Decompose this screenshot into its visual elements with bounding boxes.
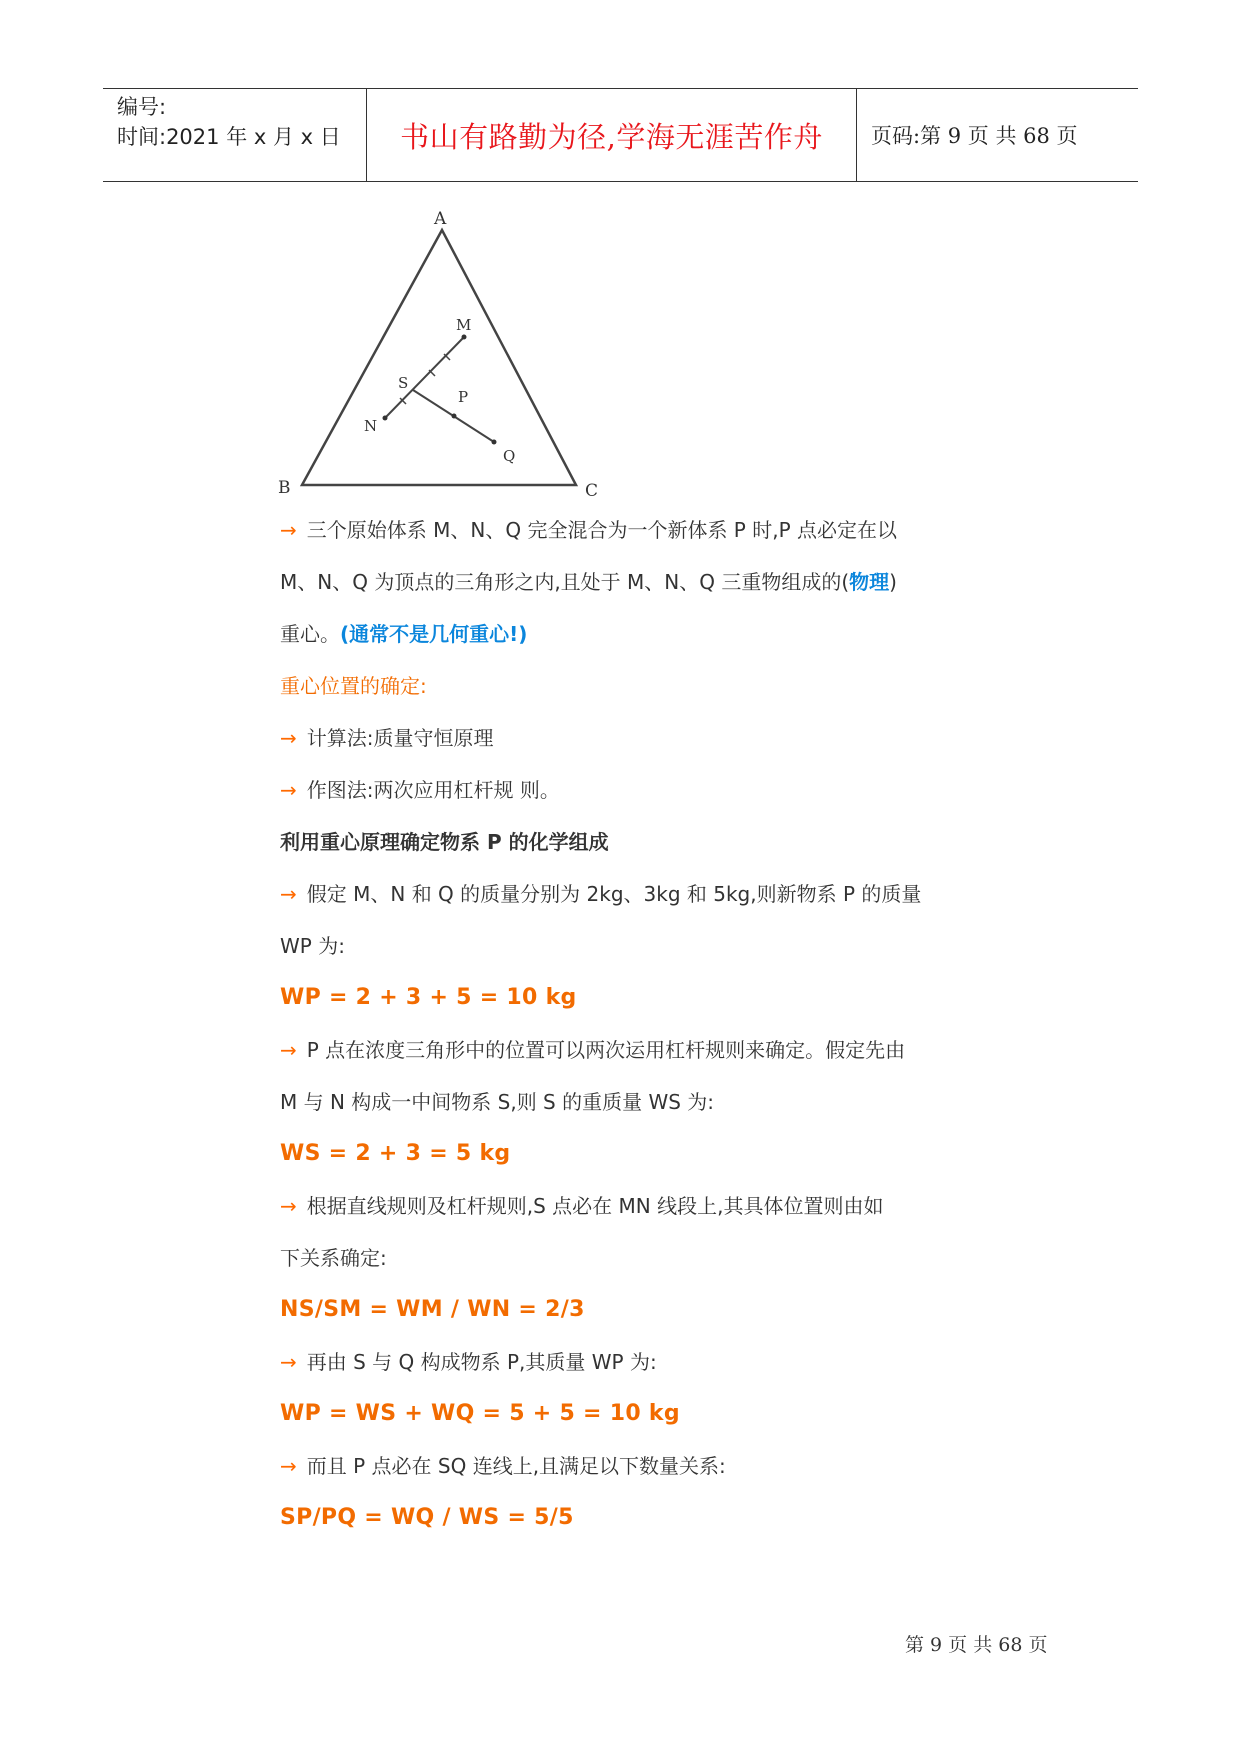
bullet-item: → 作图法:两次应用杠杆规 则。 (280, 778, 560, 802)
point-q-dot (492, 440, 497, 445)
time-label: 时间:2021 年 x 月 x 日 (117, 125, 341, 149)
paragraph-line: WP 为: (280, 934, 345, 958)
paragraph-line: M 与 N 构成一中间物系 S,则 S 的重质量 WS 为: (280, 1090, 715, 1114)
bullet-item: → 再由 S 与 Q 构成物系 P,其质量 WP 为: (280, 1350, 657, 1374)
paragraph-line: → 三个原始体系 M、N、Q 完全混合为一个新体系 P 时,P 点必定在以 (280, 518, 897, 542)
section-heading: 重心位置的确定: (280, 674, 427, 698)
triangle-abc (302, 230, 576, 485)
note-not-geometric: (通常不是几何重心!) (340, 622, 528, 646)
label-p: P (458, 388, 469, 406)
formula: NS/SM = WM / WN = 2/3 (280, 1297, 585, 1322)
label-b: B (278, 478, 291, 498)
header-meta (103, 89, 367, 181)
label-q: Q (503, 447, 516, 465)
label-m: M (456, 316, 472, 334)
arrow-icon: → (280, 1454, 297, 1478)
document-body (280, 512, 980, 1552)
arrow-icon: → (280, 1350, 297, 1374)
label-s: S (398, 374, 409, 392)
label-a: A (434, 210, 447, 229)
formula: WS = 2 + 3 = 5 kg (280, 1141, 511, 1166)
point-n-dot (383, 416, 388, 421)
paragraph-line: 下关系确定: (280, 1246, 387, 1270)
paragraph-line: 重心。(通常不是几何重心!) (280, 622, 528, 646)
arrow-icon: → (280, 726, 297, 750)
bullet-item: → 假定 M、N 和 Q 的质量分别为 2kg、3kg 和 5kg,则新物系 P 的质量 (280, 882, 922, 906)
formula: SP/PQ = WQ / WS = 5/5 (280, 1505, 574, 1530)
concentration-triangle-figure (270, 210, 610, 505)
point-p-dot (452, 414, 457, 419)
highlight-physics: 物理 (849, 570, 890, 594)
arrow-icon: → (280, 518, 297, 542)
arrow-icon: → (280, 1194, 297, 1218)
bullet-item: → 根据直线规则及杠杆规则,S 点必在 MN 线段上,其具体位置则由如 (280, 1194, 884, 1218)
arrow-icon: → (280, 882, 297, 906)
header-motto-cell (367, 89, 857, 181)
triangle-diagram (270, 210, 610, 505)
segment-mn (385, 337, 464, 418)
arrow-icon: → (280, 1038, 297, 1062)
page-info: 页码:第 9 页 共 68 页 (871, 124, 1078, 148)
label-n: N (364, 417, 378, 435)
page-footer: 第 9 页 共 68 页 (905, 1634, 1048, 1656)
bullet-item: → 而且 P 点必在 SQ 连线上,且满足以下数量关系: (280, 1454, 726, 1478)
number-label: 编号: (117, 95, 167, 119)
label-c: C (585, 481, 599, 501)
motto: 书山有路勤为径,学海无涯苦作舟 (400, 119, 823, 154)
document-header (103, 88, 1138, 182)
bullet-item: → 计算法:质量守恒原理 (280, 726, 494, 750)
arrow-icon: → (280, 778, 297, 802)
formula: WP = 2 + 3 + 5 = 10 kg (280, 985, 577, 1010)
point-m-dot (462, 335, 467, 340)
paragraph-line: M、N、Q 为顶点的三角形之内,且处于 M、N、Q 三重物组成的(物理) (280, 570, 897, 594)
bullet-item: → P 点在浓度三角形中的位置可以两次运用杠杆规则来确定。假定先由 (280, 1038, 906, 1062)
formula: WP = WS + WQ = 5 + 5 = 10 kg (280, 1401, 680, 1426)
subsection-heading: 利用重心原理确定物系 P 的化学组成 (280, 830, 609, 854)
header-page-info (857, 89, 1138, 181)
